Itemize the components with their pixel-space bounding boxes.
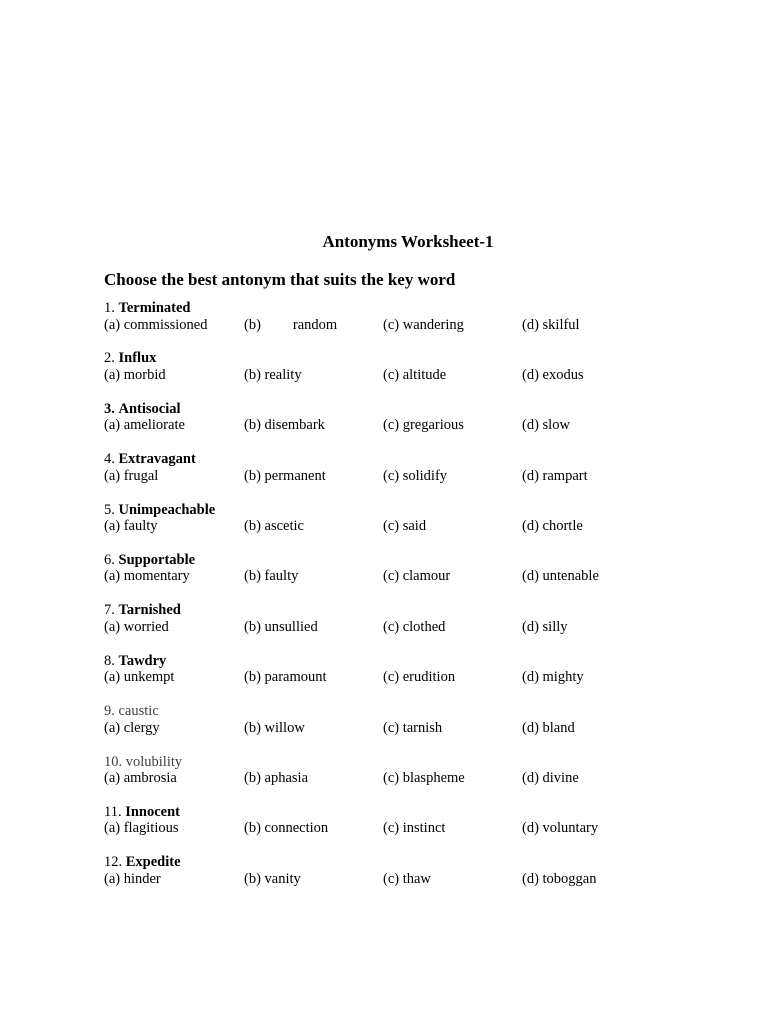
question-number: 4. [104, 451, 115, 468]
question-number: 10. [104, 753, 123, 770]
question-header [104, 300, 704, 317]
question-number: 2. [104, 350, 115, 367]
option-a: (a) ameliorate [104, 417, 185, 434]
options-row [104, 417, 704, 434]
question-number: 11. [104, 803, 122, 820]
option-d: (d) rampart [522, 467, 588, 484]
question-12 [104, 854, 704, 904]
question-11 [104, 804, 704, 854]
question-number: 9. [104, 703, 115, 720]
options-row [104, 720, 704, 737]
option-b: (b) vanity [244, 870, 301, 887]
options-row [104, 619, 704, 636]
key-word: caustic [118, 703, 159, 720]
question-8 [104, 653, 704, 703]
question-header [104, 350, 704, 367]
option-d: (d) silly [522, 618, 568, 635]
option-d: (d) divine [522, 770, 579, 787]
option-b: (b) ascetic [244, 518, 304, 535]
options-row [104, 468, 704, 485]
option-b: (b) faulty [244, 568, 299, 585]
option-c: (c) solidify [383, 467, 448, 484]
option-c: (c) wandering [383, 316, 464, 333]
option-a: (a) unkempt [104, 669, 175, 686]
option-d: (d) chortle [522, 518, 583, 535]
option-b [244, 317, 337, 334]
option-c: (c) erudition [383, 669, 456, 686]
option-d: (d) skilful [522, 316, 580, 333]
key-word: Influx [118, 350, 157, 367]
options-row [104, 820, 704, 837]
option-b: (b) willow [244, 719, 305, 736]
option-b: (b) aphasia [244, 770, 309, 787]
question-header [104, 854, 704, 871]
question-header [104, 703, 704, 720]
option-d: (d) mighty [522, 669, 584, 686]
question-header [104, 602, 704, 619]
option-c: (c) clamour [383, 568, 451, 585]
question-list [104, 300, 704, 905]
option-c: (c) tarnish [383, 719, 443, 736]
option-a: (a) frugal [104, 467, 159, 484]
key-word: Tarnished [118, 602, 181, 619]
question-6 [104, 552, 704, 602]
options-row [104, 669, 704, 686]
option-a: (a) commissioned [104, 316, 208, 333]
question-number: 6. [104, 551, 115, 568]
key-word: Expedite [125, 854, 181, 871]
option-c: (c) blaspheme [383, 770, 465, 787]
option-c: (c) instinct [383, 820, 446, 837]
options-row [104, 568, 704, 585]
question-3 [104, 401, 704, 451]
option-b: (b) unsullied [244, 618, 318, 635]
question-header [104, 653, 704, 670]
option-c: (c) altitude [383, 366, 447, 383]
question-10 [104, 754, 704, 804]
option-b: (b) permanent [244, 467, 326, 484]
question-header [104, 451, 704, 468]
question-number: 12. [104, 854, 123, 871]
option-d: (d) bland [522, 719, 575, 736]
option-a: (a) ambrosia [104, 770, 177, 787]
options-row [104, 317, 704, 334]
question-header [104, 502, 704, 519]
question-5 [104, 502, 704, 552]
option-a: (a) worried [104, 618, 169, 635]
question-number: 7. [104, 602, 115, 619]
question-number: 1. [104, 300, 115, 316]
key-word: Extravagant [118, 451, 196, 468]
key-word: volubility [125, 753, 183, 770]
option-b-label: (b) [244, 316, 261, 333]
option-a: (a) flagitious [104, 820, 179, 837]
option-d: (d) exodus [522, 366, 584, 383]
question-1 [104, 300, 704, 350]
option-c: (c) clothed [383, 618, 446, 635]
option-d: (d) slow [522, 417, 570, 434]
question-header [104, 552, 704, 569]
question-4 [104, 451, 704, 501]
option-b-text: random [292, 316, 338, 333]
option-d: (d) untenable [522, 568, 599, 585]
option-a: (a) clergy [104, 719, 160, 736]
instruction-text: Choose the best antonym that suits the key word [104, 270, 456, 289]
key-word: Innocent [125, 803, 181, 820]
option-b: (b) paramount [244, 669, 327, 686]
option-d: (d) toboggan [522, 870, 597, 887]
worksheet-title: Antonyms Worksheet-1 [322, 232, 494, 251]
key-word: Supportable [118, 551, 196, 568]
question-number: 8. [104, 652, 115, 669]
option-b: (b) connection [244, 820, 329, 837]
option-c: (c) gregarious [383, 417, 464, 434]
options-row [104, 367, 704, 384]
question-number: 5. [104, 501, 115, 518]
question-2 [104, 350, 704, 400]
option-a: (a) morbid [104, 366, 166, 383]
option-a: (a) hinder [104, 870, 161, 887]
option-a: (a) momentary [104, 568, 190, 585]
option-c: (c) said [383, 518, 427, 535]
key-word: Tawdry [118, 652, 167, 669]
question-header [104, 804, 704, 821]
question-header [104, 401, 704, 418]
options-row [104, 770, 704, 787]
key-word: Terminated [118, 300, 191, 316]
options-row [104, 871, 704, 888]
key-word: Unimpeachable [118, 501, 216, 518]
option-b: (b) disembark [244, 417, 325, 434]
key-word: Antisocial [118, 400, 181, 417]
question-9 [104, 703, 704, 753]
question-7 [104, 602, 704, 652]
option-a: (a) faulty [104, 518, 158, 535]
question-header [104, 754, 704, 771]
option-b: (b) reality [244, 366, 302, 383]
options-row [104, 518, 704, 535]
option-c: (c) thaw [383, 870, 431, 887]
option-d: (d) voluntary [522, 820, 599, 837]
question-number: 3. [104, 400, 115, 417]
